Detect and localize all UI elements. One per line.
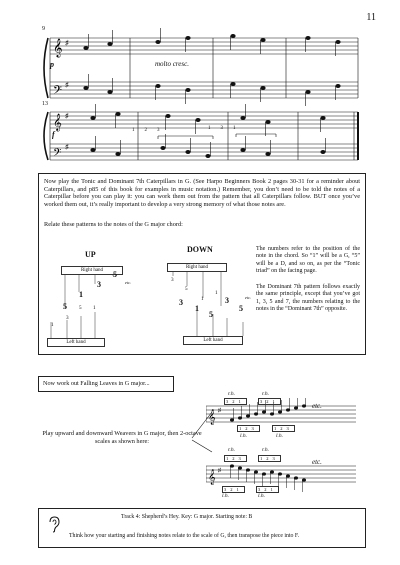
falling-leaves-box	[38, 376, 174, 392]
down-number-small-5: 5	[185, 286, 188, 292]
up-etc: etc.	[125, 280, 132, 285]
weavers-instruction: Play upward and downward Weavers in G major, then 2-octave scales as shown here:	[42, 430, 202, 445]
up-title: UP	[85, 250, 96, 259]
left-hand-label-up: Left hand	[47, 338, 105, 347]
fingering-box-lh-1: 123	[239, 426, 258, 431]
down-number-5: 5	[209, 310, 213, 319]
svg-text:♯: ♯	[218, 408, 221, 414]
lh-label-4: l.h.	[258, 493, 266, 499]
rh-label-3: r.h.	[228, 447, 236, 453]
up-number-small-1: 1	[93, 305, 96, 311]
down-number-small-1b: 1	[215, 290, 218, 296]
down-number-3: 3	[179, 298, 183, 307]
fingering-group-a: 123	[132, 128, 170, 133]
measure-number-9: 9	[42, 26, 45, 32]
fingering-box-rh-3: 123	[226, 456, 245, 461]
fingering-box-lh-4: 321	[258, 487, 277, 492]
lh-label-2: l.h.	[276, 433, 284, 439]
track-box	[38, 508, 366, 548]
lh-label-3: l.h.	[222, 493, 230, 499]
dynamic-p: p	[50, 60, 54, 69]
svg-text:𝄞: 𝄞	[53, 40, 63, 57]
up-number-3: 3	[97, 280, 101, 289]
svg-text:♯: ♯	[65, 81, 69, 89]
svg-text:𝄢: 𝄢	[53, 146, 62, 161]
svg-text:♯: ♯	[65, 112, 69, 120]
expression-text: molto cresc.	[155, 60, 189, 68]
up-number-small-3: 3	[66, 315, 69, 321]
fingering-group-b: 131	[208, 126, 246, 131]
caterpillar-info-box	[38, 173, 366, 355]
page-number: 11	[366, 12, 376, 23]
left-hand-label-down: Left hand	[183, 336, 243, 345]
measure-number-13: 13	[42, 101, 48, 107]
numbers-explanation: The numbers refer to the position of the note in the chord. So “1” will be a G, “5” will be a D, and so on, as per the “Tonic triad” on the facing page.	[256, 246, 360, 275]
fingering-box-lh-2: 123	[274, 426, 293, 431]
right-hand-label-up: Right hand	[61, 266, 123, 275]
svg-text:𝄞: 𝄞	[53, 115, 62, 131]
rh-label-1: r.h.	[228, 391, 236, 397]
up-number-1: 1	[79, 290, 83, 299]
rh-label-2: r.h.	[262, 391, 270, 397]
down-number-1: 1	[195, 304, 199, 313]
falling-leaves-text: Now work out Falling Leaves in G major...	[43, 380, 150, 387]
relate-patterns-text: Relate these patterns to the notes of the G major chord:	[44, 221, 183, 228]
etc-2: etc.	[312, 458, 322, 466]
up-number-small-1b: 1	[51, 322, 54, 328]
fingering-box-rh-2: 321	[260, 399, 279, 404]
ear-icon	[47, 515, 61, 537]
right-hand-label-down: Right hand	[167, 263, 227, 272]
svg-text:♯: ♯	[65, 143, 69, 151]
lh-label-1: l.h.	[240, 433, 248, 439]
svg-text:♯: ♯	[218, 468, 221, 474]
up-number-5-low: 5	[63, 302, 67, 311]
svg-text:𝄞: 𝄞	[208, 409, 216, 424]
music-system-1	[38, 26, 368, 112]
down-number-small-1: 1	[201, 296, 204, 302]
svg-text:𝄢: 𝄢	[53, 85, 63, 100]
etc-1: etc.	[312, 402, 322, 410]
caterpillar-intro-paragraph: Now play the Tonic and Dominant 7th Caterpillars in G. (See Harpo Beginners Book 2 pages 30-31 for a reminder about Caterpillars, and p85 of this book for examples in music notation.) Remember, you don’t need to be told the notes of a Caterpillar before you can play it: you can work them out from the pattern that all Caterpillars follow. BUT once you’ve worked them out, it’s really important to develop a very strong memory of what those notes are.	[44, 178, 360, 208]
rh-label-4: r.h.	[262, 447, 270, 453]
dynamic-f: f	[52, 130, 55, 139]
fingering-box-rh-4: 123	[260, 456, 279, 461]
down-title: DOWN	[187, 245, 213, 254]
down-number-3-right: 3	[225, 296, 229, 305]
down-etc: etc.	[245, 295, 252, 300]
music-system-2	[38, 104, 368, 170]
fingering-box-lh-3: 321	[224, 487, 243, 492]
track-info-line: Track 4: Shepherd’s Hey. Key: G major. Starting note: B	[121, 514, 253, 520]
up-number-small-5: 5	[79, 305, 82, 311]
up-number-5-top: 5	[113, 270, 117, 279]
dominant-7th-explanation: The Dominant 7th pattern follows exactly the same principle, except that you’ve got 1, 3, 5 and 7, the numbers relating to the notes in the “Dominant 7th” opposite.	[256, 284, 360, 313]
down-number-small-3: 3	[171, 277, 174, 283]
svg-text:♯: ♯	[65, 39, 69, 47]
svg-text:𝄞: 𝄞	[208, 469, 216, 484]
transpose-instruction: Think how your starting and finishing notes relate to the scale of G, then transpose the piece into F.	[69, 533, 300, 539]
fingering-box-rh-1: 321	[226, 399, 245, 404]
down-number-5-right: 5	[239, 304, 243, 313]
